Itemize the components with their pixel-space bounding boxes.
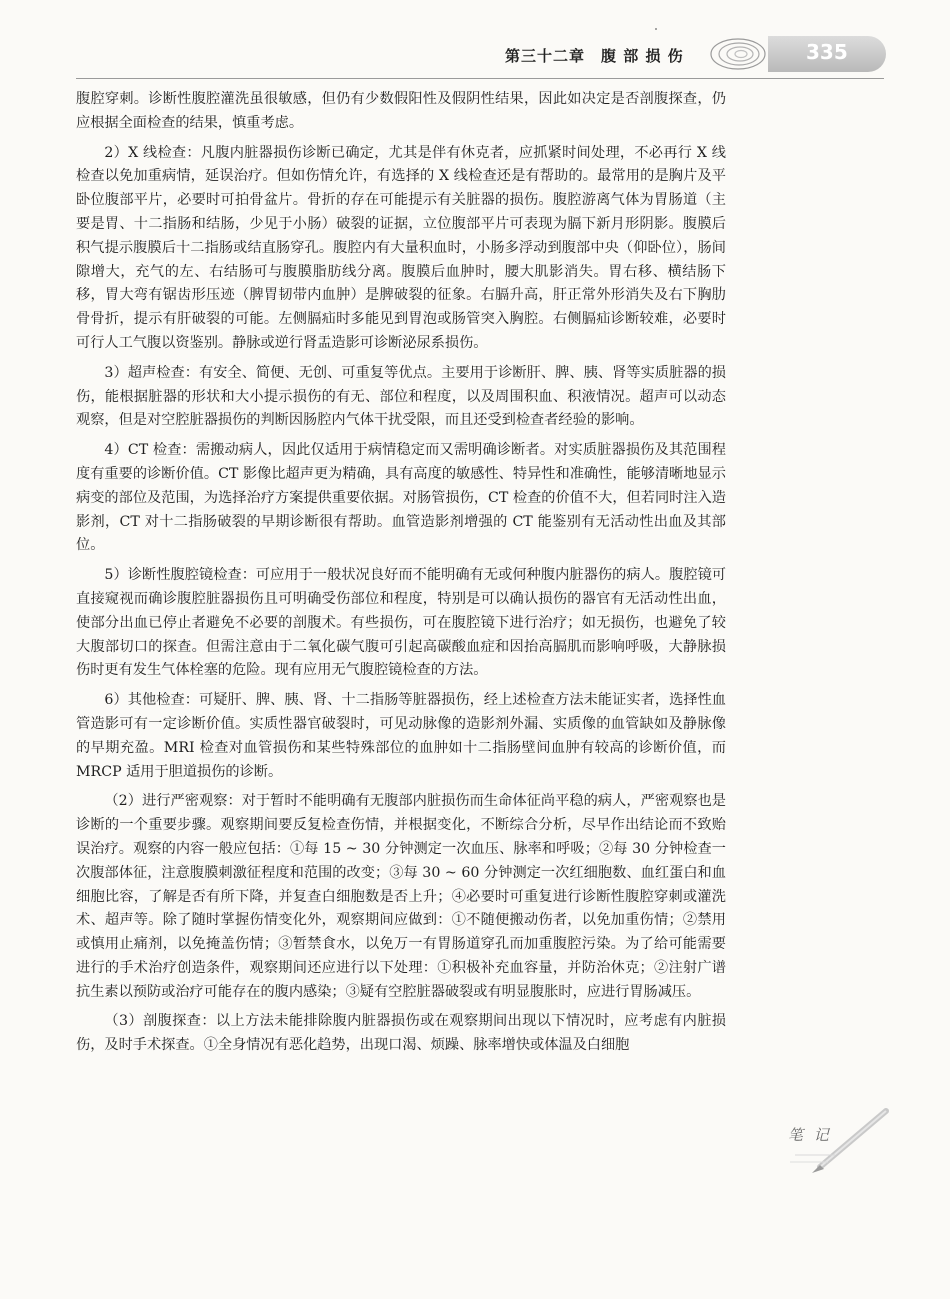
page-number: 335 — [806, 40, 848, 64]
paragraph: 6）其他检查：可疑肝、脾、胰、肾、十二指肠等脏器损伤，经上述检查方法未能证实者，选择性血管造影可有一定诊断价值。实质性器官破裂时，可见动脉像的造影剂外漏、实质像的血管缺如及静脉像的早期充盈。MRI 检查对血管损伤和某些特殊部位的血肿如十二指肠壁间血肿有较高的诊断价值，而 MRCP 适用于胆道损伤的诊断。 — [76, 692, 726, 780]
paragraph: 2）X 线检查：凡腹内脏器损伤诊断已确定，尤其是伴有休克者，应抓紧时间处理，不必再行 X 线检查以免加重病情，延误治疗。但如伤情允许，有选择的 X 线检查还是有帮助的。最常用的是胸片及平卧位腹部平片，必要时可拍骨盆片。骨折的存在可能提示有关脏器的损伤。腹腔游离气体为胃肠道（主要是胃、十二指肠和结肠，少见于小肠）破裂的证据，立位腹部平片可表现为膈下新月形阴影。腹膜后积气提示腹膜后十二指肠或结直肠穿孔。腹腔内有大量积血时，小肠多浮动到腹部中央（仰卧位），肠间隙增大，充气的左、右结肠可与腹膜脂肪线分离。腹膜后血肿时，腰大肌影消失。胃右移、横结肠下移，胃大弯有锯齿形压迹（脾胃韧带内血肿）是脾破裂的征象。右膈升高，肝正常外形消失及右下胸肋骨骨折，提示有肝破裂的可能。左侧膈疝时多能见到胃泡或肠管突入胸腔。右侧膈疝诊断较难，必要时可行人工气腹以资鉴别。静脉或逆行肾盂造影可诊断泌尿系损伤。 — [76, 144, 726, 351]
header-divider — [76, 78, 884, 79]
notes-label: 笔 记 — [788, 1126, 832, 1144]
body-text — [76, 88, 726, 1064]
paragraph: 4）CT 检查：需搬动病人，因此仅适用于病情稳定而又需明确诊断者。对实质脏器损伤及其范围程度有重要的诊断价值。CT 影像比超声更为精确，具有高度的敏感性、特异性和准确性，能够清晰地显示病变的部位及范围，为选择治疗方案提供重要依据。对肠管损伤，CT 检查的价值不大，但若同时注入造影剂，CT 对十二指肠破裂的早期诊断很有帮助。血管造影剂增强的 CT 能鉴别有无活动性出血及其部位。 — [76, 442, 726, 554]
chapter-title: 第三十二章 腹 部 损 伤 — [505, 47, 684, 65]
paragraph: （2）进行严密观察：对于暂时不能明确有无腹部内脏损伤而生命体征尚平稳的病人，严密观察也是诊断的一个重要步骤。观察期间要反复检查伤情，并根据变化，不断综合分析，尽早作出结论而不致贻误治疗。观察的内容一般应包括：①每 15 ~ 30 分钟测定一次血压、脉率和呼吸；②每 30 分钟检查一次腹部体征，注意腹膜刺激征程度和范围的改变；③每 30 ~ 60 分钟测定一次红细胞数、血红蛋白和血细胞比容，了解是否有所下降，并复查白细胞数是否上升；④必要时可重复进行诊断性腹腔穿刺或灌洗术、超声等。除了随时掌握伤情变化外，观察期间应做到：①不随便搬动伤者，以免加重伤情；②禁用或慎用止痛剂，以免掩盖伤情；③暂禁食水，以免万一有胃肠道穿孔而加重腹腔污染。为了给可能需要进行的手术治疗创造条件，观察期间还应进行以下处理：①积极补充血容量，并防治休克；②注射广谱抗生素以预防或治疗可能存在的腹内感染；③疑有空腔脏器破裂或有明显腹胀时，应进行胃肠减压。 — [76, 793, 726, 1000]
header-swirl-icon — [708, 35, 768, 73]
paragraph: 3）超声检查：有安全、简便、无创、可重复等优点。主要用于诊断肝、脾、胰、肾等实质脏器的损伤，能根据脏器的形状和大小提示损伤的有无、部位和程度，以及周围积血、积液情况。超声可以动态观察，但是对空腔脏器损伤的判断因肠腔内气体干扰受限，而且还受到检查者经验的影响。 — [76, 364, 726, 429]
paragraph: 腹腔穿刺。诊断性腹腔灌洗虽很敏感，但仍有少数假阳性及假阴性结果，因此如决定是否剖腹探查，仍应根据全面检查的结果，慎重考虑。 — [76, 91, 726, 131]
paragraph: 5）诊断性腹腔镜检查：可应用于一般状况良好而不能明确有无或何种腹内脏器伤的病人。腹腔镜可直接窥视而确诊腹腔脏器损伤且可明确受伤部位和程度，特别是可以确认损伤的器官有无活动性出血，使部分出血已停止者避免不必要的剖腹术。有些损伤，可在腹腔镜下进行治疗；如无损伤，也避免了较大腹部切口的探查。但需注意由于二氧化碳气腹可引起高碳酸血症和因抬高膈肌而影响呼吸，大静脉损伤时更有发生气体栓塞的危险。现有应用无气腹腔镜检查的方法。 — [76, 567, 726, 679]
scan-speck — [655, 28, 657, 30]
paragraph: （3）剖腹探查：以上方法未能排除腹内脏器损伤或在观察期间出现以下情况时，应考虑有内脏损伤，及时手术探查。①全身情况有恶化趋势，出现口渴、烦躁、脉率增快或体温及白细胞 — [76, 1013, 726, 1054]
